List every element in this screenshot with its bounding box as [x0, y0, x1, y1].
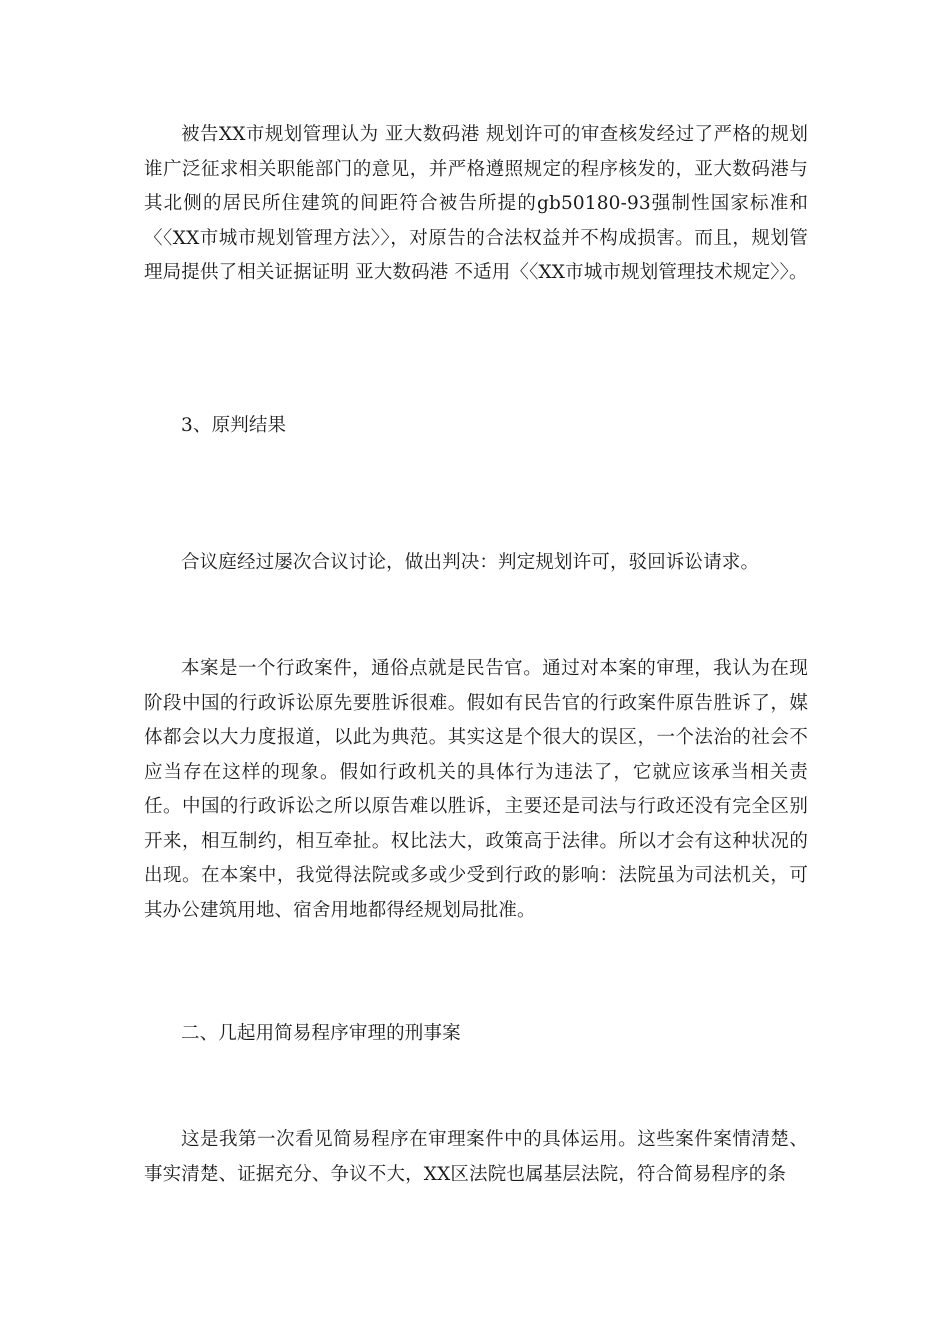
paragraph-simplified-procedure: 这是我第一次看见简易程序在审理案件中的具体运用。这些案件案情清楚、事实清楚、证据充分、争议不大，XX区法院也属基层法院，符合简易程序的条	[144, 1129, 808, 1185]
paragraph-judgment: 合议庭经过屡次合议讨论，做出判决：判定规划许可，驳回诉讼请求。	[181, 552, 760, 573]
paragraph-plaintiff-defense: 被告XX市规划管理认为 亚大数码港 规划许可的审查核发经过了严格的规划谁广泛征求相关职能部门的意见，并严格遵照规定的程序核发的，亚大数码港与其北侧的居民所住建筑的间距符合被告所提的gb50180-93强制性国家标准和〈〈XX市城市规划管理方法〉〉，对原告的合法权益并不构成损害。而且，规划管理局提供了相关证据证明 亚大数码港 不适用〈〈XX市城市规划管理技术规定〉〉。	[144, 124, 808, 283]
section-heading-original-judgment: 3、原判结果	[181, 415, 287, 436]
paragraph-case-analysis: 本案是一个行政案件，通俗点就是民告官。通过对本案的审理，我认为在现阶段中国的行政诉讼原先要胜诉很难。假如有民告官的行政案件原告胜诉了，媒体都会以大力度报道，以此为典范。其实这是个很大的误区，一个法治的社会不应当存在这样的现象。假如行政机关的具体行为违法了，它就应该承当相关责任。中国的行政诉讼之所以原告难以胜诉，主要还是司法与行政还没有完全区别开来，相互制约，相互牵扯。权比法大，政策高于法律。所以才会有这种状况的出现。在本案中，我觉得法院或多或少受到行政的影响：法院虽为司法机关，可其办公建筑用地、宿舍用地都得经规划局批准。	[144, 658, 808, 921]
section-heading-criminal-cases: 二、几起用简易程序审理的刑事案	[181, 1023, 461, 1044]
